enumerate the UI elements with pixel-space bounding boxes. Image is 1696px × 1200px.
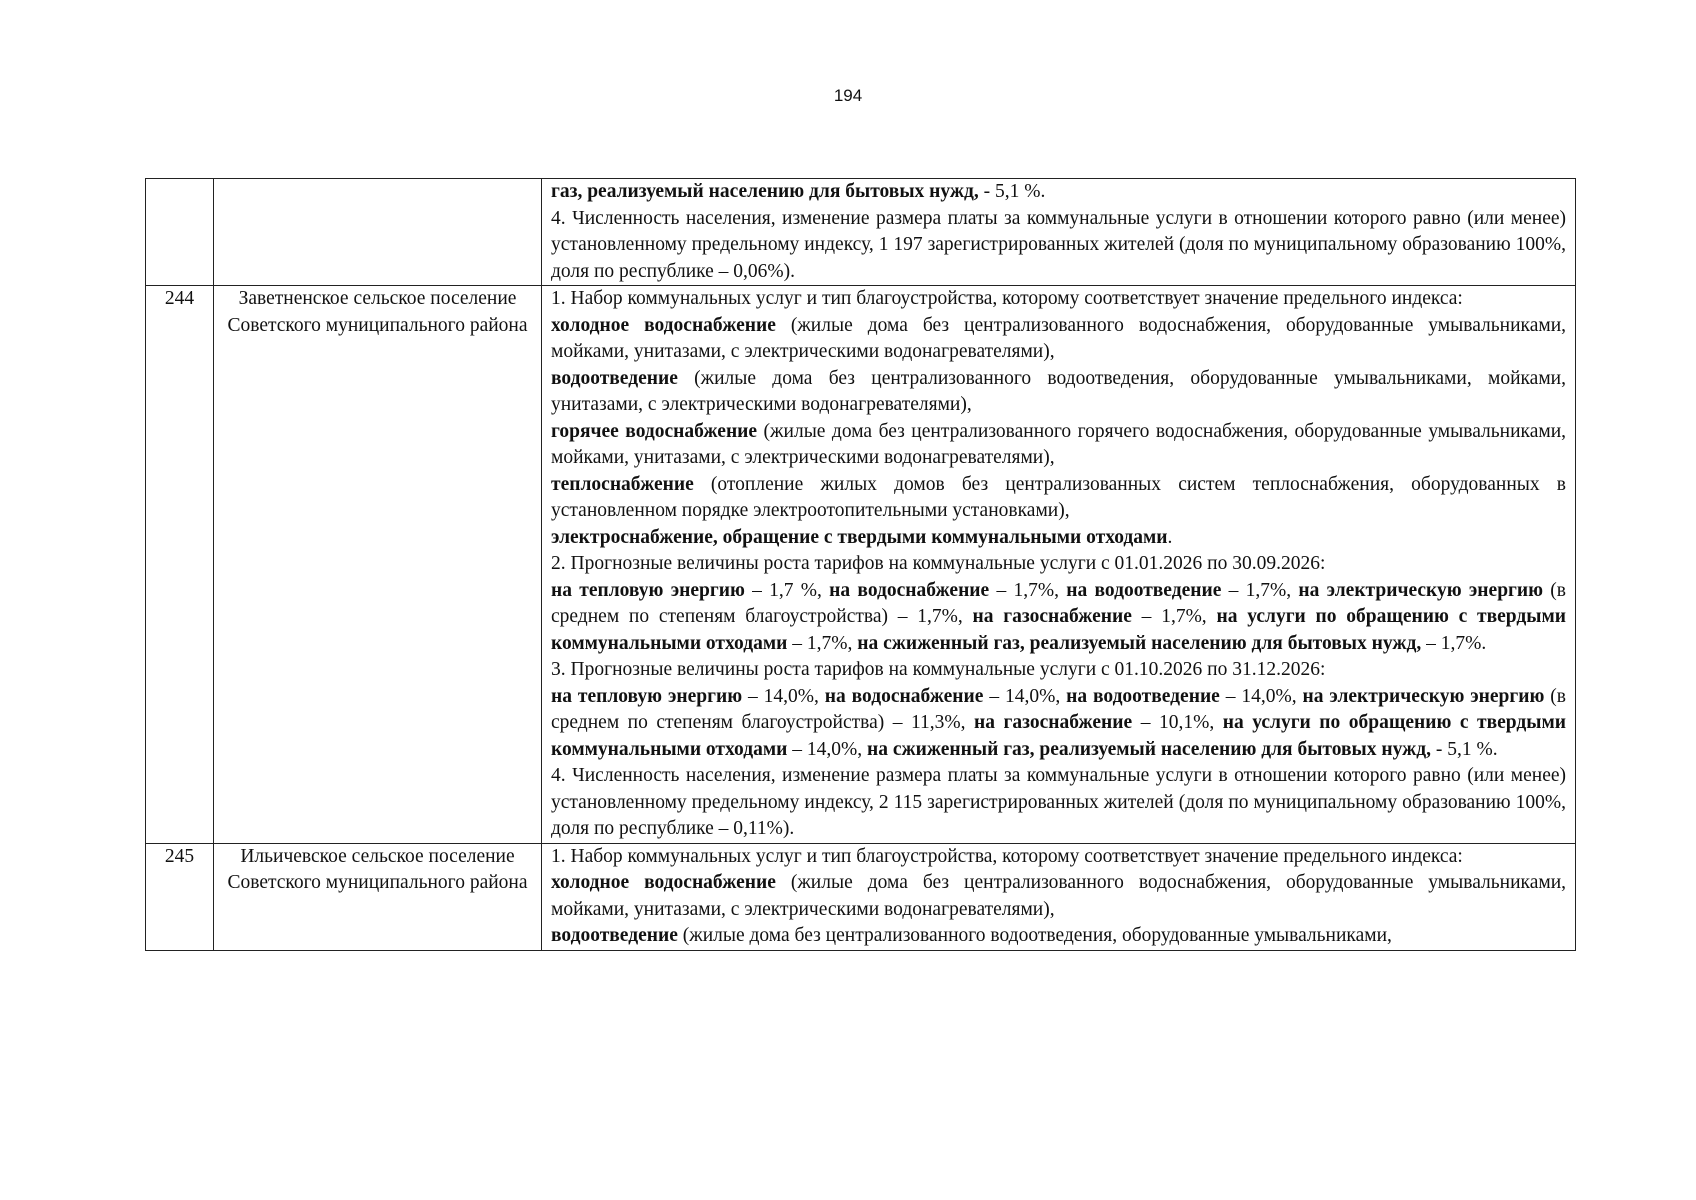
bold-text-segment: холодное водоснабжение [551,872,776,893]
description-cell [542,286,1576,844]
bold-text-segment: на услуги по обращению с твердыми коммунальными отходами [551,712,1566,760]
table-row [146,843,1576,950]
text-segment: (жилые дома без централизованного горячего водоснабжения, оборудованные умывальниками, мойками, унитазами, с электрическими водонагревателями), [551,420,1567,468]
text-segment: – 1,7%. [1421,632,1487,654]
description-paragraph [551,419,1566,472]
description-paragraph [551,366,1566,419]
page-number: 194 [833,86,863,105]
text-segment: – 1,7%, [1131,606,1217,627]
bold-text-segment: теплоснабжение [551,473,694,495]
description-paragraph [551,844,1566,871]
text-segment: 1. Набор коммунальных услуг и тип благоустройства, которому соответствует значение предельного индекса: [551,288,1463,309]
text-segment: (в среднем по степеням благоустройства) – 1,7%, [551,579,1567,627]
text-segment: – 14,0%, [1219,685,1303,707]
description-paragraph [551,525,1566,552]
bold-text-segment: на сжиженный газ, реализуемый населению для бытовых нужд, [866,738,1431,760]
text-segment: 2. Прогнозные величины роста тарифов на коммунальные услуги с 01.01.2026 по 30.09.2026: [551,553,1326,574]
text-segment: (жилые дома без централизованного водоотведения, оборудованные умывальниками, мойками, унитазами, с электрическими водонагревателями), [551,367,1566,415]
municipality-name-cell: Заветненское сельское поселение Советского муниципального района [214,286,542,844]
text-segment: 3. Прогнозные величины роста тарифов на коммунальные услуги с 01.10.2026 по 31.12.2026: [551,659,1326,680]
bold-text-segment: на услуги по обращению с твердыми коммунальными отходами [551,606,1566,654]
bold-text-segment: на электрическую энергию [1302,685,1545,707]
description-paragraph [551,313,1566,366]
description-paragraph [551,286,1566,313]
municipality-name-cell [214,179,542,286]
bold-text-segment: на газоснабжение [974,712,1133,733]
text-segment: – 1,7%, [989,579,1067,601]
description-paragraph [551,551,1566,578]
text-segment: . [1167,526,1173,548]
table-body [146,179,1576,951]
text-segment: (жилые дома без централизованного водоснабжения, оборудованные умывальниками, мойками, унитазами, с электрическими водонагревателями), [551,314,1567,362]
text-segment: – 1,7%, [787,632,858,654]
description-paragraph [551,763,1566,843]
description-paragraph [551,870,1566,923]
text-segment: - 5,1 %. [978,181,1046,202]
text-segment: – 1,7%, [1221,579,1299,601]
text-segment: – 10,1%, [1132,712,1223,733]
row-number-cell: 245 [146,843,214,950]
tariff-table [145,178,1576,951]
bold-text-segment: водоотведение [551,367,678,389]
text-segment: – 14,0%, [983,685,1067,707]
description-cell [542,179,1576,286]
bold-text-segment: на тепловую энергию [551,685,743,707]
bold-text-segment: на водоотведение [1066,579,1222,601]
description-paragraph [551,472,1566,525]
bold-text-segment: электроснабжение, обращение с твердыми коммунальными отходами [551,526,1168,548]
bold-text-segment: водоотведение [551,925,678,946]
bold-text-segment: на водоотведение [1066,685,1220,707]
description-paragraph [551,684,1566,764]
bold-text-segment: газ, реализуемый населению для бытовых нужд, [551,181,979,202]
bold-text-segment: на водоснабжение [829,579,990,601]
description-paragraph [551,578,1566,658]
row-number-cell [146,179,214,286]
bold-text-segment: на тепловую энергию [551,579,745,601]
text-segment: 4. Численность населения, изменение размера платы за коммунальные услуги в отношении которого равно (или менее) установленному предельному индексу, 1 197 зарегистрированных жителей (доля по муниципальному образованию 100%, доля по республике – 0,06%). [551,207,1566,282]
bold-text-segment: на газоснабжение [972,606,1132,627]
description-paragraph [551,179,1566,206]
description-paragraph [551,206,1566,286]
bold-text-segment: горячее водоснабжение [551,420,758,442]
text-segment: (жилые дома без централизованного водоснабжения, оборудованные умывальниками, мойками, унитазами, с электрическими водонагревателями), [551,872,1567,920]
description-paragraph [551,657,1566,684]
table-row [146,179,1576,286]
bold-text-segment: холодное водоснабжение [551,314,776,336]
description-paragraph [551,923,1566,950]
text-segment: 4. Численность населения, изменение размера платы за коммунальные услуги в отношении которого равно (или менее) установленному предельному индексу, 2 115 зарегистрированных жителей (доля по муниципальному образованию 100%, доля по республике – 0,11%). [551,765,1566,839]
text-segment: (отопление жилых домов без централизованных систем теплоснабжения, оборудованных в установленном порядке электроотопительными установками), [551,473,1566,521]
bold-text-segment: на водоснабжение [824,685,984,707]
text-segment: 1. Набор коммунальных услуг и тип благоустройства, которому соответствует значение предельного индекса: [551,845,1463,867]
bold-text-segment: на электрическую энергию [1298,579,1544,601]
table-row [146,286,1576,844]
text-segment: (жилые дома без централизованного водоотведения, оборудованные умывальниками, [677,925,1392,946]
description-cell [542,843,1576,950]
text-segment: – 14,0%, [787,738,867,760]
text-segment: (в среднем по степеням благоустройства) – 11,3%, [551,685,1566,733]
text-segment: - 5,1 %. [1431,738,1498,760]
text-segment: – 14,0%, [742,685,825,707]
bold-text-segment: на сжиженный газ, реализуемый населению для бытовых нужд, [857,632,1422,654]
row-number-cell: 244 [146,286,214,844]
text-segment: – 1,7 %, [744,579,830,601]
municipality-name-cell: Ильичевское сельское поселение Советского муниципального района [214,843,542,950]
